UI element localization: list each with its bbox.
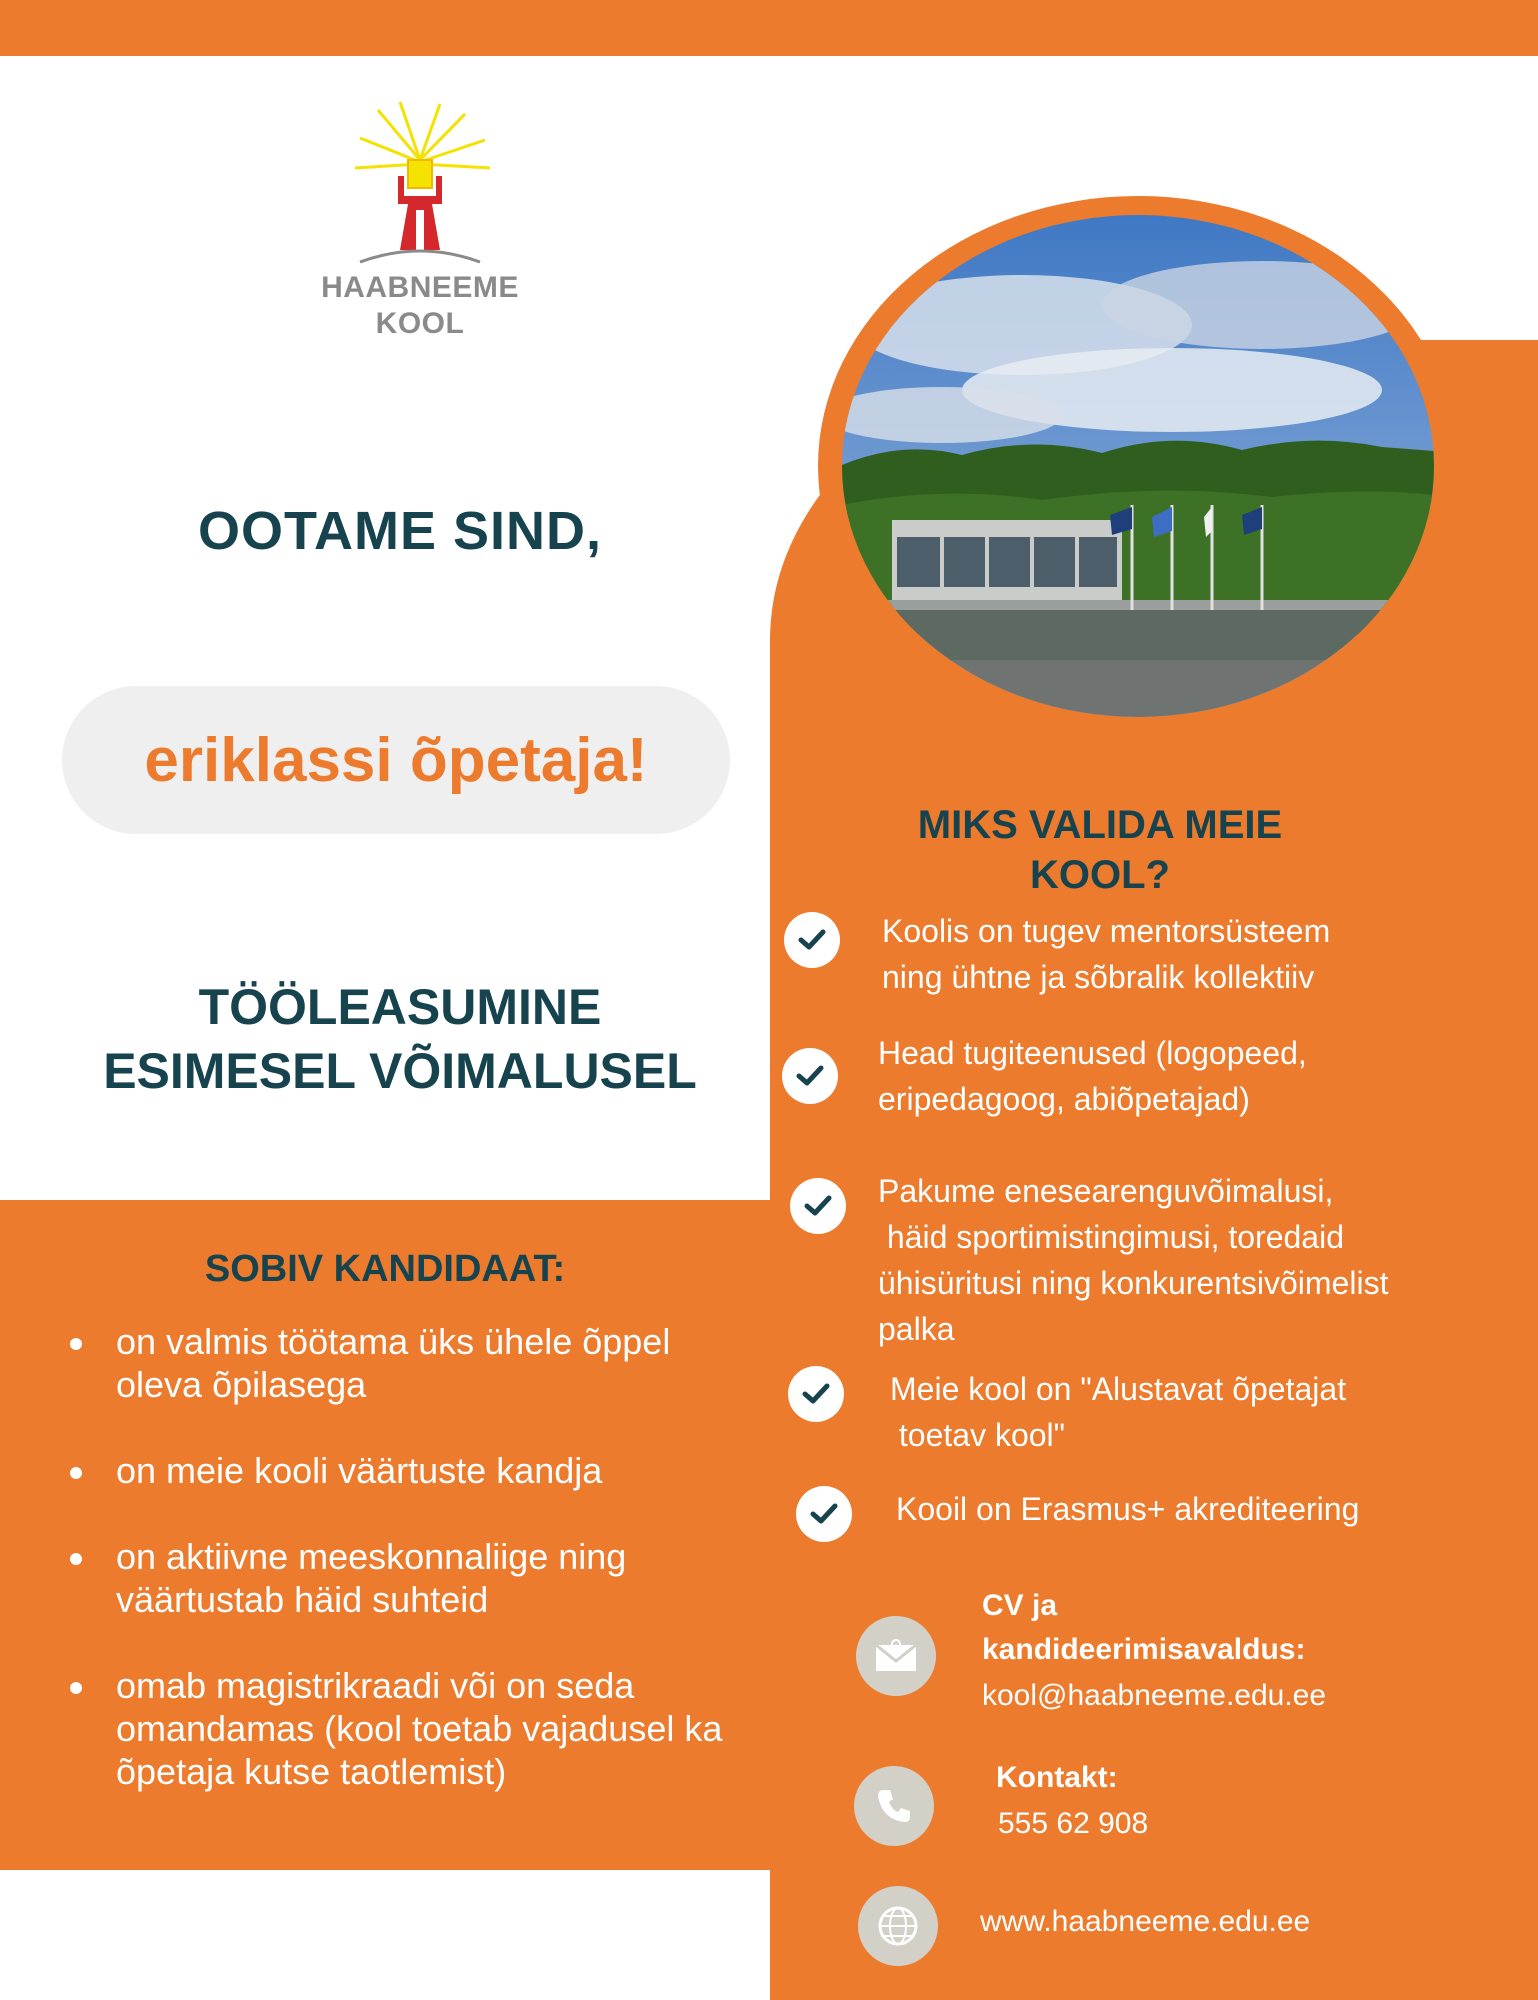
why-item-line: ühisüritusi ning konkurentsivõimelist <box>878 1265 1389 1301</box>
check-icon <box>788 1366 844 1422</box>
candidate-item: on valmis töötama üks ühele õppel oleva õpilasega <box>60 1320 760 1406</box>
phone-icon <box>854 1766 934 1846</box>
why-item <box>896 1486 1359 1532</box>
candidate-item: on aktiivne meeskonnaliige ning väärtustab häid suhteid <box>60 1535 760 1621</box>
why-title <box>860 800 1340 900</box>
why-title-line1: MIKS VALIDA MEIE <box>917 803 1283 847</box>
check-icon <box>796 1486 852 1542</box>
school-logo <box>300 100 540 350</box>
lighthouse-logo-icon <box>300 100 540 270</box>
why-item-line: ning ühtne ja sõbralik kollektiiv <box>882 959 1315 995</box>
candidate-item: omab magistrikraadi või on seda omandamas (kool toetab vajadusel ka õpetaja kutse taotlemist) <box>60 1664 760 1793</box>
logo-text-line2: KOOL <box>375 307 465 340</box>
why-item-line: Head tugiteenused (logopeed, <box>878 1035 1307 1071</box>
position-title: eriklassi õpetaja! <box>144 725 648 795</box>
why-item-line: palka <box>878 1311 955 1347</box>
start-line1: TÖÖLEASUMINE <box>198 979 602 1035</box>
candidate-item: on meie kooli väärtuste kandja <box>60 1449 760 1492</box>
cv-label-line1: CV ja <box>982 1589 1058 1622</box>
candidate-list <box>60 1320 760 1836</box>
why-item-line: Kooil on Erasmus+ akrediteering <box>896 1491 1360 1527</box>
why-item <box>882 908 1330 1000</box>
why-item-line: Meie kool on "Alustavat õpetajat <box>890 1371 1347 1407</box>
candidate-title: SOBIV KANDIDAAT: <box>204 1248 566 1290</box>
cv-label-line2: kandideerimisavaldus: <box>982 1633 1306 1666</box>
why-item-line: eripedagoog, abiõpetajad) <box>878 1081 1250 1117</box>
top-bar <box>0 0 1538 56</box>
logo-text-line1: HAABNEEME <box>321 271 519 304</box>
position-pill <box>62 686 730 834</box>
why-item-line: toetav kool" <box>890 1417 1066 1453</box>
why-item <box>878 1168 1388 1352</box>
globe-icon <box>858 1886 938 1966</box>
school-building-image <box>842 215 1434 717</box>
why-item <box>890 1366 1346 1458</box>
phone-number[interactable]: 555 62 908 <box>998 1807 1149 1840</box>
cv-label <box>982 1584 1305 1672</box>
website-link[interactable]: www.haabneeme.edu.ee <box>980 1905 1311 1938</box>
email-icon <box>856 1616 936 1696</box>
headline: OOTAME SIND, <box>197 501 602 561</box>
why-item <box>878 1030 1307 1122</box>
check-icon <box>784 912 840 968</box>
school-photo <box>842 215 1434 717</box>
why-item-line: häid sportimistingimusi, toredaid <box>878 1219 1344 1255</box>
start-info <box>60 975 740 1103</box>
check-icon <box>782 1048 838 1104</box>
why-item-line: Pakume enesearenguvõimalusi, <box>878 1173 1334 1209</box>
why-title-line2: KOOL? <box>1030 853 1170 897</box>
check-icon <box>790 1178 846 1234</box>
start-line2: ESIMESEL VÕIMALUSEL <box>103 1043 697 1099</box>
phone-label: Kontakt: <box>996 1761 1118 1794</box>
why-item-line: Koolis on tugev mentorsüsteem <box>882 913 1331 949</box>
email-link[interactable]: kool@haabneeme.edu.ee <box>982 1679 1327 1712</box>
